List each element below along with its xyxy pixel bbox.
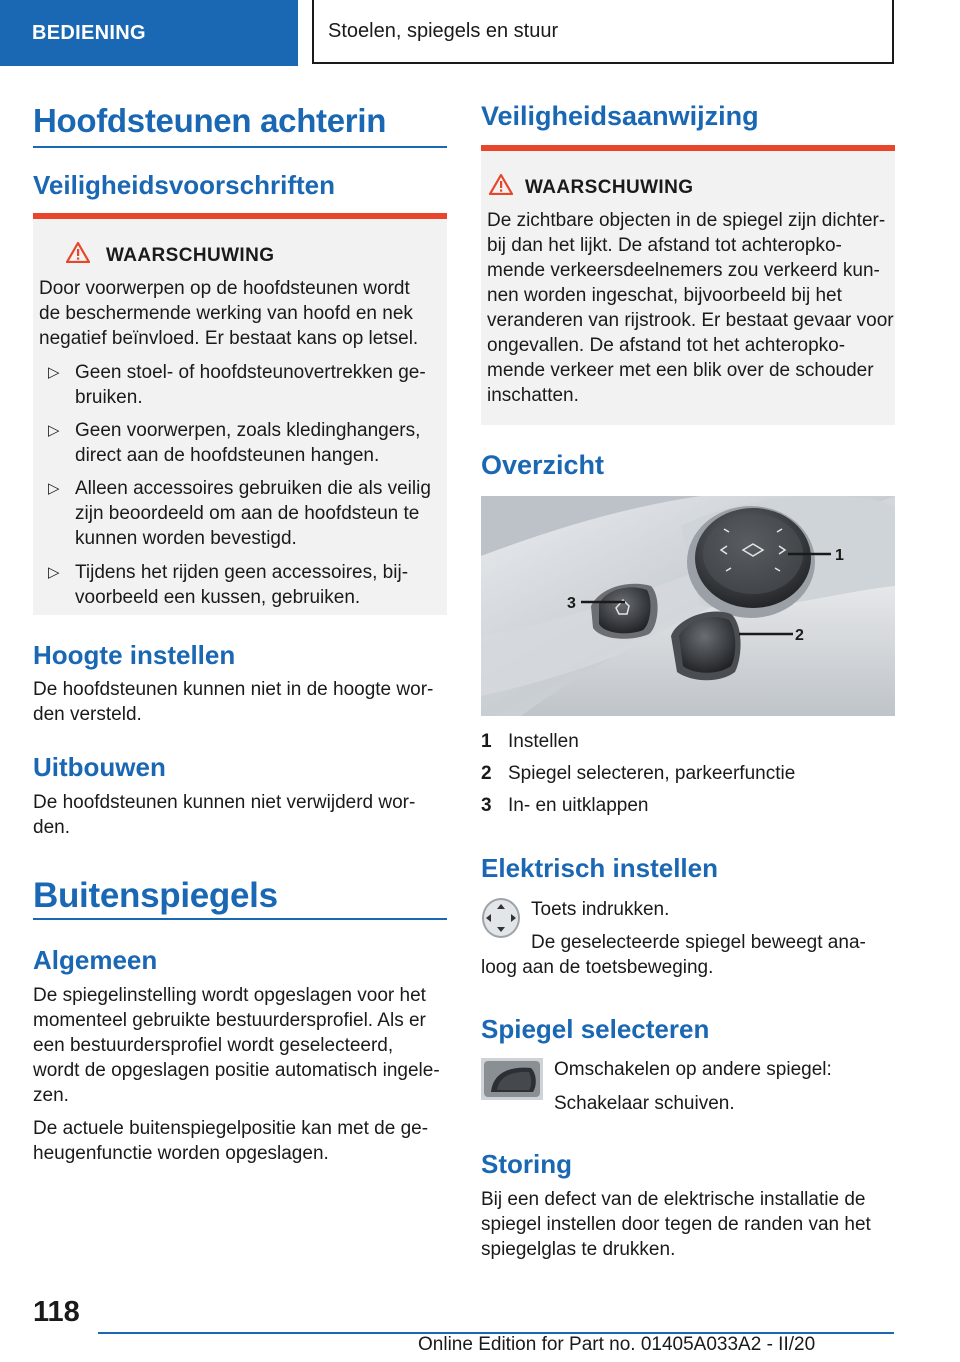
heading-rule	[33, 918, 447, 920]
heading-height-adjust: Hoogte instellen	[33, 640, 236, 670]
electric-step-1: Toets indrukken.	[531, 899, 670, 920]
warning-label: WAARSCHUWING	[106, 245, 275, 266]
heading-safety-rules: Veiligheidsvoorschriften	[33, 170, 335, 200]
text-line: De hoofdsteunen kunnen niet verwijderd wor-	[33, 792, 416, 813]
paragraph-height	[33, 677, 433, 727]
footer-edition: Online Edition for Part no. 01405A033A2 - II/20	[418, 1334, 816, 1355]
mirror-adjust-button-icon	[481, 897, 521, 939]
heading-electric-adjust: Elektrisch instellen	[481, 853, 718, 883]
bullet-triangle-icon: ▷	[48, 422, 60, 439]
electric-step-2a: De geselecteerde spiegel beweegt ana-	[531, 932, 866, 953]
text-line: heugenfunctie worden opgeslagen.	[33, 1143, 329, 1164]
text-line: bruiken.	[75, 387, 143, 408]
heading-safety-notice: Veiligheidsaanwijzing	[481, 101, 759, 131]
text-line: Bij een defect van de elektrische installatie de	[481, 1189, 866, 1210]
text-line: spiegel instellen door tegen de randen van het	[481, 1214, 871, 1235]
heading-rule	[33, 146, 447, 148]
text-line: momenteel gebruikte bestuurdersprofiel. Als er	[33, 1010, 426, 1031]
page-number: 118	[33, 1296, 80, 1328]
select-step-2: Schakelaar schuiven.	[554, 1093, 735, 1114]
text-line: zen.	[33, 1085, 69, 1106]
text-line: bij dan het lijkt. De afstand tot achteropko-	[487, 235, 842, 256]
heading-select-mirror: Spiegel selecteren	[481, 1014, 710, 1044]
text-line: negatief beïnvloed. Er bestaat kans op letsel.	[39, 328, 419, 349]
bullet-triangle-icon: ▷	[48, 480, 60, 497]
text-line: De actuele buitenspiegelpositie kan met de ge-	[33, 1118, 429, 1139]
text-line: inschatten.	[487, 385, 579, 406]
warning-triangle-icon	[489, 173, 513, 195]
chapter-label: Stoelen, spiegels en stuur	[328, 19, 559, 42]
paragraph-malfunction	[481, 1187, 871, 1262]
paragraph-memory	[33, 1116, 428, 1166]
callout-number-2: 2	[795, 627, 804, 644]
text-line: wordt de opgeslagen positie automatisch ingele-	[33, 1060, 440, 1081]
heading-headrests-rear: Hoofdsteunen achterin	[33, 102, 387, 139]
text-line: De zichtbare objecten in de spiegel zijn dichter-	[487, 210, 886, 231]
text-line: den.	[33, 817, 70, 838]
text-line: direct aan de hoofdsteunen hangen.	[75, 445, 380, 466]
select-step-1: Omschakelen op andere spiegel:	[554, 1059, 832, 1080]
text-line: Door voorwerpen op de hoofdsteunen wordt	[39, 278, 410, 299]
text-line: De hoofdsteunen kunnen niet in de hoogte wor-	[33, 679, 434, 700]
text-line: Geen voorwerpen, zoals kledinghangers,	[75, 420, 421, 441]
text-line: mende verkeersdeelnemers zou verkeerd kun-	[487, 260, 880, 281]
legend-number: 1	[481, 731, 492, 752]
callout-number-1: 1	[835, 547, 844, 564]
text-line: den versteld.	[33, 704, 142, 725]
mirror-controls-illustration	[481, 496, 895, 716]
text-line: De spiegelinstelling wordt opgeslagen voor het	[33, 985, 426, 1006]
text-line: zijn beoordeeld om aan de hoofdsteun te	[75, 503, 420, 524]
callout-number-3: 3	[567, 595, 576, 612]
heading-general: Algemeen	[33, 945, 158, 975]
text-line: Geen stoel- of hoofdsteunovertrekken ge-	[75, 362, 426, 383]
text-line: voorbeeld een kussen, gebruiken.	[75, 587, 361, 608]
warning-box	[33, 213, 447, 615]
warning-label: WAARSCHUWING	[525, 177, 694, 198]
legend-label: In- en uitklappen	[508, 795, 649, 816]
heading-malfunction: Storing	[481, 1149, 572, 1179]
heading-overview: Overzicht	[481, 450, 605, 480]
text-line: veranderen van rijstrook. Er bestaat gevaar voor	[487, 310, 894, 331]
legend-label: Spiegel selecteren, parkeerfunctie	[508, 763, 796, 784]
text-line: nen worden ingeschat, bijvoorbeeld bij het	[487, 285, 842, 306]
paragraph-remove	[33, 790, 415, 840]
text-line: Alleen accessoires gebruiken die als veilig	[75, 478, 431, 499]
legend-item	[481, 795, 895, 820]
legend-item	[481, 731, 895, 756]
text-line: een bestuurdersprofiel wordt geselecteerd,	[33, 1035, 394, 1056]
section-tab	[0, 0, 298, 66]
chapter-header	[312, 0, 894, 64]
legend-label: Instellen	[508, 731, 579, 752]
warning-text	[487, 208, 894, 408]
bullet-triangle-icon: ▷	[48, 364, 60, 381]
bullet-triangle-icon: ▷	[48, 564, 60, 581]
legend-number: 2	[481, 763, 492, 784]
mirror-controls-photo	[481, 496, 895, 716]
text-line: de beschermende werking van hoofd en nek	[39, 303, 413, 324]
warning-text	[39, 276, 418, 351]
legend-number: 3	[481, 795, 492, 816]
heading-remove: Uitbouwen	[33, 752, 166, 782]
section-label: BEDIENING	[32, 21, 146, 44]
text-line: Tijdens het rijden geen accessoires, bij-	[75, 562, 409, 583]
mirror-selector-switch-icon	[481, 1058, 543, 1100]
text-line: ongevallen. De afstand tot het achteropko-	[487, 335, 846, 356]
paragraph-general	[33, 983, 440, 1108]
electric-step-2b: loog aan de toetsbeweging.	[481, 957, 714, 978]
legend-item	[481, 763, 895, 788]
text-line: mende verkeer met een blik over de schouder	[487, 360, 874, 381]
text-line: kunnen worden bevestigd.	[75, 528, 297, 549]
warning-triangle-icon	[66, 241, 90, 263]
warning-box	[481, 145, 895, 425]
heading-exterior-mirrors: Buitenspiegels	[33, 876, 278, 915]
text-line: spiegelglas te drukken.	[481, 1239, 676, 1260]
